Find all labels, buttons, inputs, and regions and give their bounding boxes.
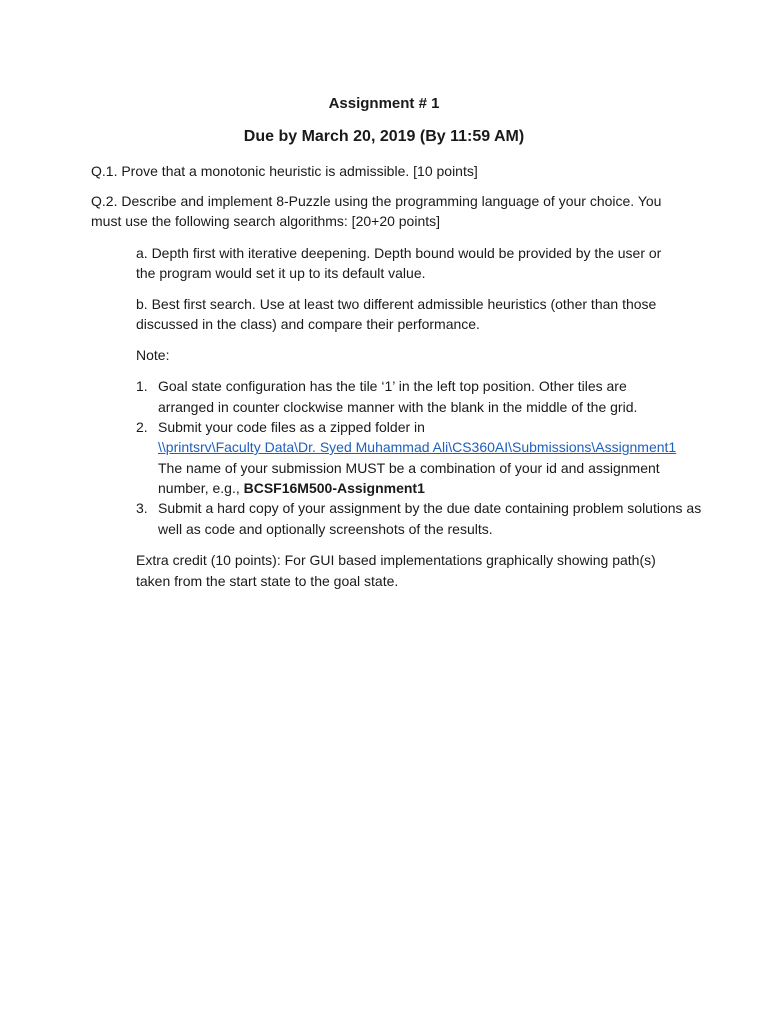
note-label: Note:	[136, 347, 170, 363]
due-date-heading: Due by March 20, 2019 (By 11:59 AM)	[243, 128, 525, 145]
example-filename: BCSF16M500-Assignment1	[243, 480, 425, 496]
list-item-number: 3.	[136, 500, 148, 516]
submission-folder-link[interactable]: \\printsrv\Faculty Data\Dr. Syed Muhammad Ali\CS360AI\Submissions\Assignment1	[158, 439, 677, 455]
list-item-number: 2.	[136, 419, 148, 435]
list-item-number: 1.	[136, 378, 148, 394]
list-item-1-line-2: arranged in counter clockwise manner with the blank in the middle of the grid.	[158, 399, 638, 415]
part-a-line-2: the program would set it up to its default value.	[136, 265, 426, 281]
part-b-line-1: b. Best first search. Use at least two different admissible heuristics (other than those	[136, 296, 657, 312]
list-item-3-line-1: Submit a hard copy of your assignment by the due date containing problem solutions as	[158, 500, 702, 516]
question-2-line-2: must use the following search algorithms: [20+20 points]	[91, 213, 441, 229]
question-2-line-1: Q.2. Describe and implement 8-Puzzle using the programming language of your choice. You	[91, 193, 662, 209]
question-1: Q.1. Prove that a monotonic heuristic is admissible. [10 points]	[91, 163, 478, 179]
example-prefix: number, e.g.,	[158, 480, 244, 496]
part-b-line-2: discussed in the class) and compare their performance.	[136, 316, 480, 332]
part-a-line-1: a. Depth first with iterative deepening. Depth bound would be provided by the user or	[136, 245, 662, 261]
list-item-2-line-4	[158, 480, 425, 496]
assignment-title: Assignment # 1	[328, 95, 440, 112]
extra-credit-line-1: Extra credit (10 points): For GUI based implementations graphically showing path(s)	[136, 552, 656, 568]
list-item-2-line-1: Submit your code files as a zipped folder in	[158, 419, 425, 435]
list-item-2-line-3: The name of your submission MUST be a combination of your id and assignment	[158, 460, 660, 476]
list-item-1-line-1: Goal state configuration has the tile ‘1’ in the left top position. Other tiles are	[158, 378, 627, 394]
list-item-3-line-2: well as code and optionally screenshots of the results.	[158, 521, 493, 537]
extra-credit-line-2: taken from the start state to the goal state.	[136, 573, 399, 589]
